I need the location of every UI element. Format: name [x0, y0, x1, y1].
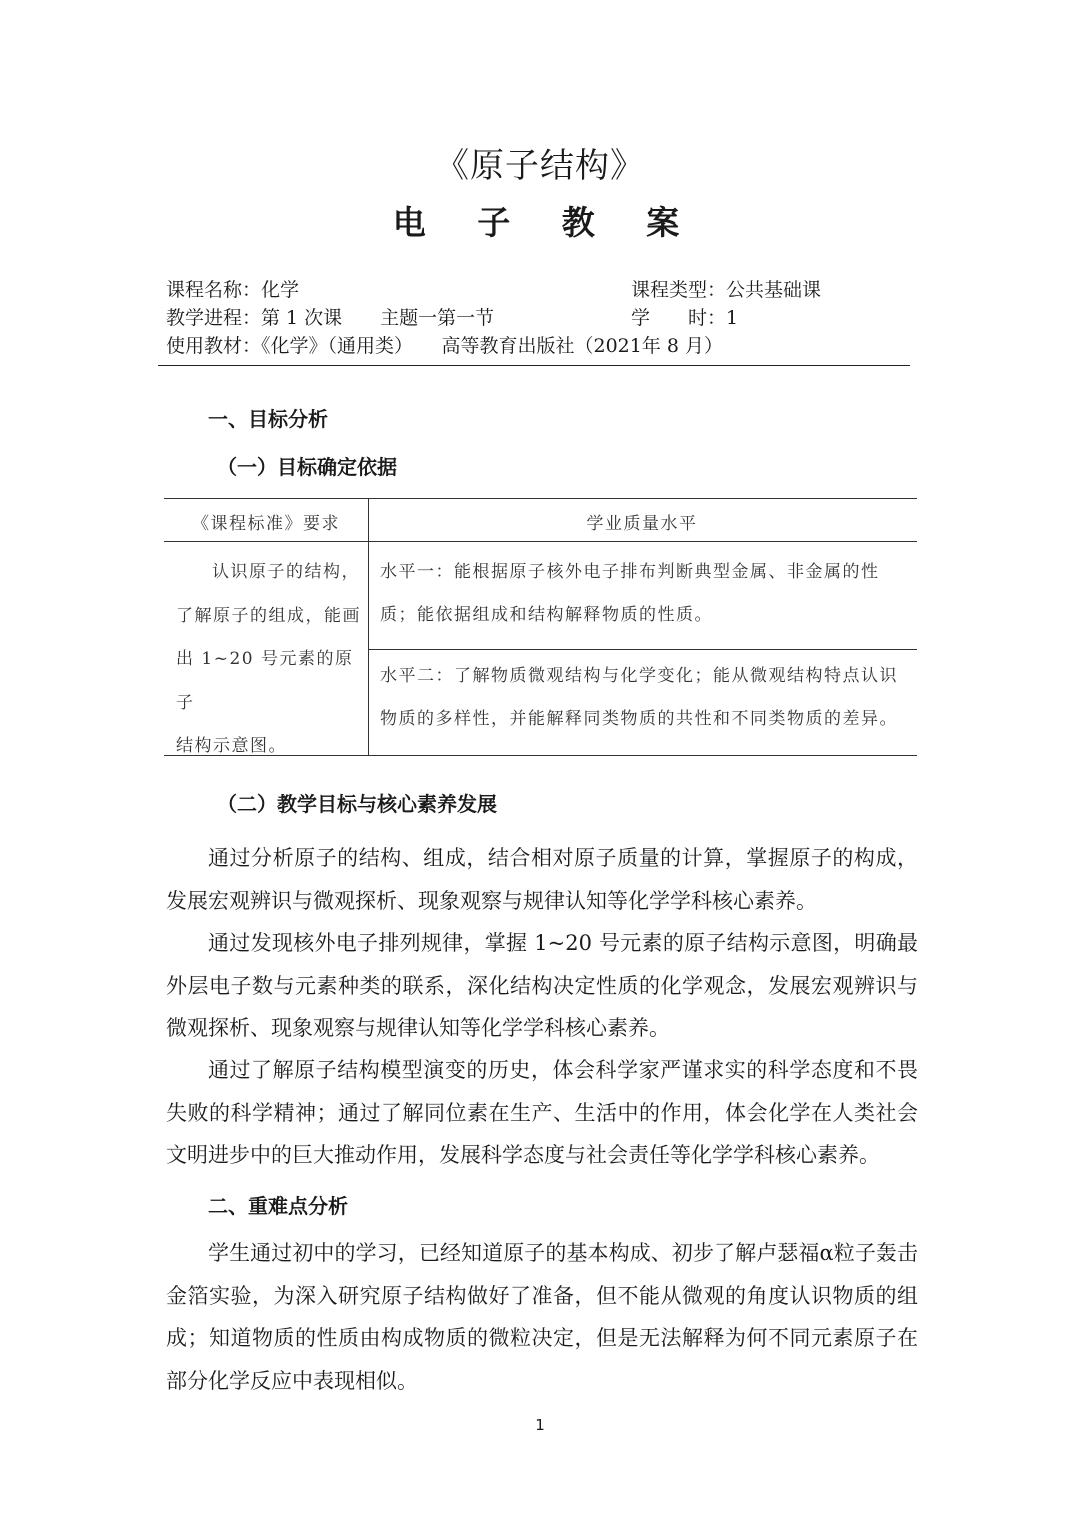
table-header-divider: [164, 541, 917, 542]
header-divider: [158, 365, 910, 366]
table-header-quality: 学业质量水平: [586, 514, 698, 534]
teaching-progress: 教学进程：第 1 次课 主题一第一节: [166, 307, 495, 329]
section-heading-2: 二、重难点分析: [208, 1194, 348, 1218]
table-header-standard: 《课程标准》要求: [192, 514, 340, 534]
course-type: 课程类型：公共基础课: [631, 279, 822, 301]
requirement-line: 出 1~20 号元素的原子: [176, 649, 354, 713]
objective-paragraph: 通过发现核外电子排列规律，掌握 1~20 号元素的原子结构示意图，明确最外层电子数与元素种类的联系，深化结构决定性质的化学观念，发展宏观辨识与微观探析、现象观察与规律认知等化学学科核心素养。: [166, 931, 918, 1040]
course-name: 课程名称：化学: [166, 279, 300, 301]
document-subtitle: 电 子 教 案: [392, 203, 700, 242]
section-heading-1: 一、目标分析: [208, 407, 328, 431]
subsection-heading-2: （二）教学目标与核心素养发展: [217, 792, 497, 816]
objective-paragraph: 通过分析原子的结构、组成，结合相对原子质量的计算，掌握原子的构成，发展宏观辨识与微观探析、现象观察与规律认知等化学学科核心素养。: [166, 846, 918, 913]
requirement-line: 结构示意图。: [176, 736, 287, 756]
requirement-line: 了解原子的组成，能画: [176, 605, 361, 626]
objectives-table: [164, 498, 917, 756]
table-row-divider: [368, 649, 917, 650]
subsection-heading-1: （一）目标确定依据: [217, 455, 397, 479]
objective-paragraph: 通过了解原子结构模型演变的历史，体会科学家严谨求实的科学态度和不畏失败的科学精神；通过了解同位素在生产、生活中的作用，体会化学在人类社会文明进步中的巨大推动作用，发展科学态度与社会责任等化学学科核心素养。: [166, 1058, 918, 1167]
table-cell-requirement: [176, 551, 361, 769]
document-title: 《原子结构》: [435, 146, 645, 186]
difficulty-paragraph: 学生通过初中的学习，已经知道原子的基本构成、初步了解卢瑟福α粒子轰击金箔实验，为深入研究原子结构做好了准备，但不能从微观的角度认识物质的组成；知道物质的性质由构成物质的微粒决定，但是无法解释为何不同元素原子在部分化学反应中表现相似。: [166, 1241, 918, 1393]
page-number: 1: [535, 1416, 545, 1434]
table-cell-level-2: 水平二：了解物质微观结构与化学变化；能从微观结构特点认识物质的多样性，并能解释同类物质的共性和不同类物质的差异。: [380, 666, 898, 729]
class-hours: 学 时：1: [631, 307, 739, 329]
requirement-line: 认识原子的结构，: [212, 562, 360, 582]
table-column-divider: [368, 499, 369, 755]
table-cell-level-1: 水平一：能根据原子核外电子排布判断典型金属、非金属的性质；能依据组成和结构解释物质的性质。: [380, 562, 880, 625]
textbook-info: 使用教材：《化学》（通用类） 高等教育出版社（2021年 8 月）: [166, 335, 724, 357]
